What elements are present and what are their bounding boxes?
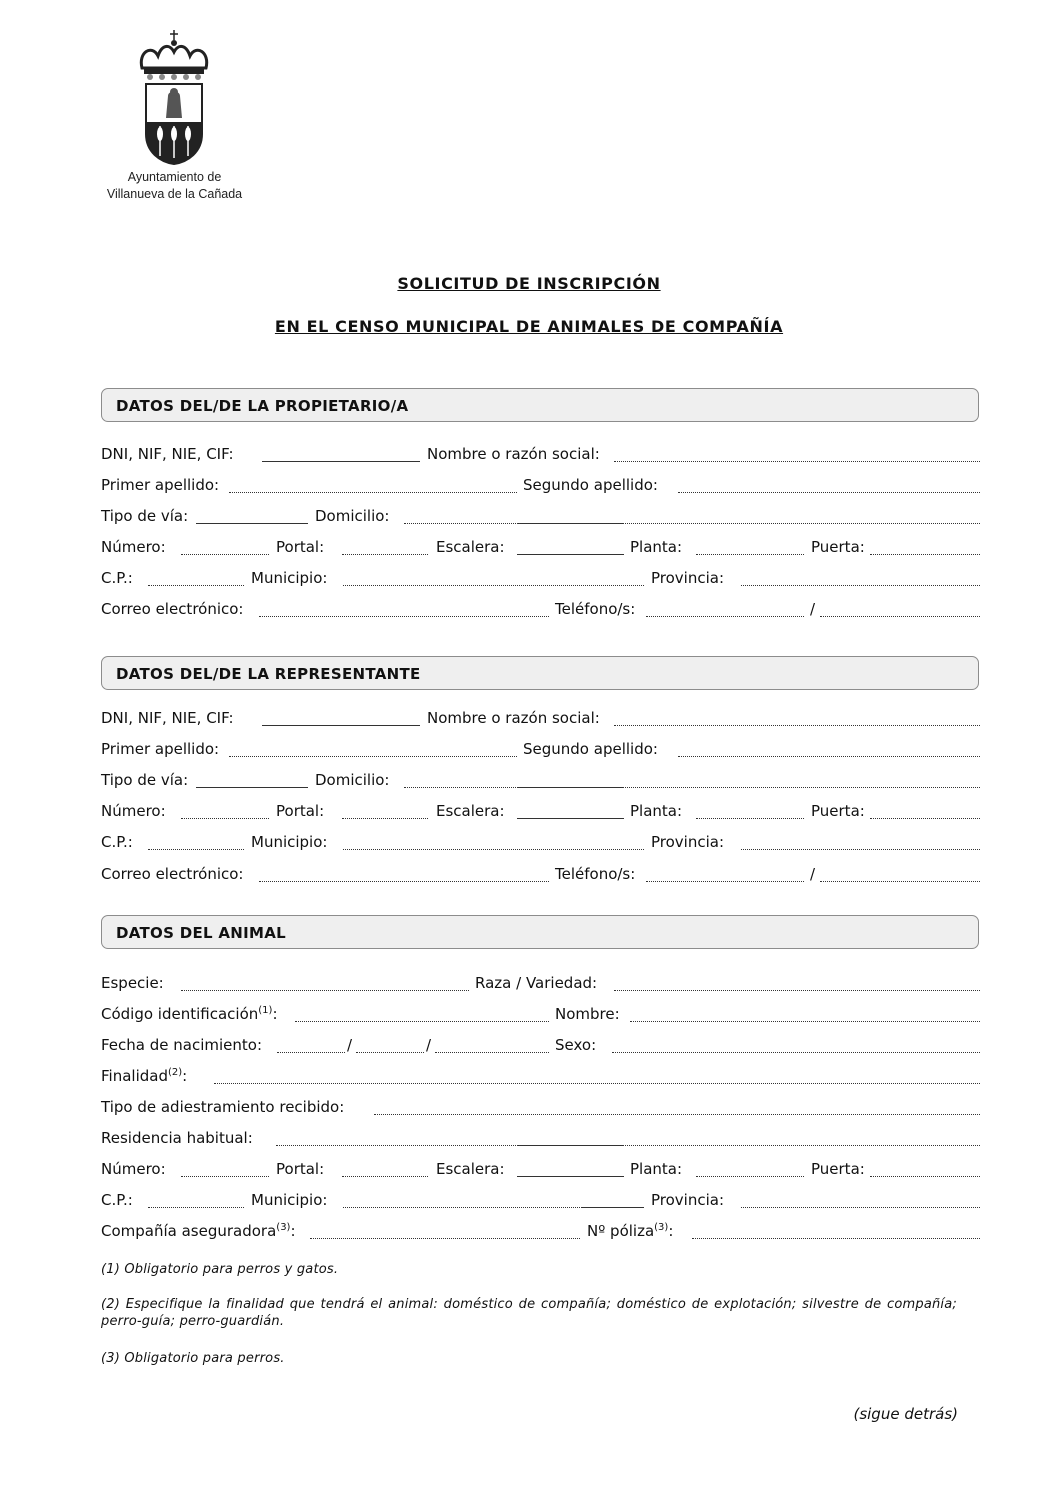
owner-municipality-field[interactable]	[343, 585, 644, 586]
owner-number-field[interactable]	[181, 554, 269, 555]
owner-door-label: Puerta:	[811, 538, 865, 556]
owner-postcode-label: C.P.:	[101, 569, 133, 587]
animal-portal-label: Portal:	[276, 1160, 325, 1178]
animal-policy-label: Nº póliza$^{(3)}$:	[587, 1222, 674, 1240]
rep-door-label: Puerta:	[811, 802, 865, 820]
rep-floor-label: Planta:	[630, 802, 683, 820]
document-subtitle: EN EL CENSO MUNICIPAL DE ANIMALES DE COMPAÑÍA	[274, 317, 784, 336]
rep-address-underline	[517, 787, 624, 788]
owner-floor-label: Planta:	[630, 538, 683, 556]
rep-surname2-field[interactable]	[678, 756, 980, 757]
animal-stairs-field[interactable]	[517, 1176, 624, 1177]
owner-municipality-label: Municipio:	[251, 569, 328, 587]
owner-portal-field[interactable]	[342, 554, 428, 555]
rep-province-label: Provincia:	[651, 833, 725, 851]
rep-phone2-field[interactable]	[820, 881, 980, 882]
owner-email-field[interactable]	[259, 616, 549, 617]
owner-dni-field[interactable]	[262, 461, 420, 462]
owner-surname2-field[interactable]	[678, 492, 980, 493]
animal-id-code-field[interactable]	[295, 1021, 549, 1022]
animal-sex-field[interactable]	[612, 1052, 980, 1053]
animal-municipality-underline	[582, 1207, 644, 1208]
animal-door-label: Puerta:	[811, 1160, 865, 1178]
animal-residence-underline	[517, 1145, 624, 1146]
animal-policy-field[interactable]	[692, 1238, 980, 1239]
owner-address-field[interactable]	[404, 523, 980, 524]
animal-residence-label: Residencia habitual:	[101, 1129, 253, 1147]
owner-email-label: Correo electrónico:	[101, 600, 244, 618]
owner-surname1-field[interactable]	[229, 492, 517, 493]
animal-name-field[interactable]	[630, 1021, 980, 1022]
animal-purpose-label: Finalidad$^{(2)}$:	[101, 1067, 188, 1085]
representative-section-header	[101, 656, 979, 690]
animal-id-code-label: Código identificación$^{(1)}$:	[101, 1005, 278, 1023]
owner-address-label: Domicilio:	[315, 507, 390, 525]
owner-floor-field[interactable]	[696, 554, 804, 555]
owner-address-underline	[517, 523, 624, 524]
owner-surname2-label: Segundo apellido:	[523, 476, 658, 494]
rep-stairs-label: Escalera:	[436, 802, 505, 820]
rep-surname1-field[interactable]	[229, 756, 517, 757]
animal-training-label: Tipo de adiestramiento recibido:	[101, 1098, 345, 1116]
org-name-line1: Ayuntamiento de	[127, 170, 222, 184]
rep-street-type-field[interactable]	[196, 787, 308, 788]
owner-door-field[interactable]	[870, 554, 980, 555]
rep-email-field[interactable]	[259, 881, 549, 882]
animal-number-field[interactable]	[181, 1176, 269, 1177]
rep-number-field[interactable]	[181, 818, 269, 819]
animal-stairs-label: Escalera:	[436, 1160, 505, 1178]
rep-floor-field[interactable]	[696, 818, 804, 819]
rep-postcode-label: C.P.:	[101, 833, 133, 851]
rep-province-field[interactable]	[741, 849, 980, 850]
owner-phone-separator: /	[810, 600, 816, 618]
animal-floor-label: Planta:	[630, 1160, 683, 1178]
animal-birthdate-separator-2: /	[426, 1036, 432, 1054]
org-name-line2: Villanueva de la Cañada	[106, 187, 243, 201]
rep-number-label: Número:	[101, 802, 166, 820]
animal-insurer-label: Compañía aseguradora$^{(3)}$:	[101, 1222, 296, 1240]
document-title: SOLICITUD DE INSCRIPCIÓN	[397, 274, 661, 293]
animal-breed-label: Raza / Variedad:	[475, 974, 598, 992]
representative-section-title: DATOS DEL/DE LA REPRESENTANTE	[116, 665, 421, 683]
animal-residence-field[interactable]	[276, 1145, 980, 1146]
rep-street-type-label: Tipo de vía:	[101, 771, 189, 789]
animal-birthdate-year-field[interactable]	[435, 1052, 549, 1053]
animal-birthdate-month-field[interactable]	[356, 1052, 424, 1053]
rep-postcode-field[interactable]	[148, 849, 244, 850]
animal-breed-field[interactable]	[614, 990, 980, 991]
animal-insurer-field[interactable]	[310, 1238, 580, 1239]
animal-birthdate-separator-1: /	[347, 1036, 353, 1054]
animal-door-field[interactable]	[870, 1176, 980, 1177]
animal-postcode-field[interactable]	[148, 1207, 244, 1208]
owner-stairs-label: Escalera:	[436, 538, 505, 556]
rep-email-label: Correo electrónico:	[101, 865, 244, 883]
rep-name-field[interactable]	[614, 725, 980, 726]
rep-name-label: Nombre o razón social:	[427, 709, 600, 727]
owner-section-header	[101, 388, 979, 422]
animal-birthdate-label: Fecha de nacimiento:	[101, 1036, 263, 1054]
owner-street-type-field[interactable]	[196, 523, 308, 524]
footnote-2: (2) Especifique la finalidad que tendrá el animal: doméstico de compañía; doméstico de explotación; silvestre de compañía; perro-guía; perro-guardián.	[101, 1297, 957, 1329]
owner-dni-label: DNI, NIF, NIE, CIF:	[101, 445, 234, 463]
animal-section-header	[101, 915, 979, 949]
animal-section-title: DATOS DEL ANIMAL	[116, 924, 287, 942]
owner-postcode-field[interactable]	[148, 585, 244, 586]
animal-sex-label: Sexo:	[555, 1036, 597, 1054]
owner-phone1-field[interactable]	[646, 616, 804, 617]
continued-overleaf-note: (sigue detrás)	[853, 1405, 958, 1423]
owner-section-title: DATOS DEL/DE LA PROPIETARIO/A	[116, 397, 409, 415]
rep-portal-field[interactable]	[342, 818, 428, 819]
animal-portal-field[interactable]	[342, 1176, 428, 1177]
owner-province-field[interactable]	[741, 585, 980, 586]
animal-province-field[interactable]	[741, 1207, 980, 1208]
rep-municipality-field[interactable]	[343, 849, 644, 850]
rep-stairs-field[interactable]	[517, 818, 624, 819]
rep-surname1-label: Primer apellido:	[101, 740, 220, 758]
animal-province-label: Provincia:	[651, 1191, 725, 1209]
footnote-1: (1) Obligatorio para perros y gatos.	[101, 1262, 339, 1277]
rep-portal-label: Portal:	[276, 802, 325, 820]
animal-number-label: Número:	[101, 1160, 166, 1178]
owner-street-type-label: Tipo de vía:	[101, 507, 189, 525]
rep-phone-label: Teléfono/s:	[555, 865, 636, 883]
rep-municipality-label: Municipio:	[251, 833, 328, 851]
owner-number-label: Número:	[101, 538, 166, 556]
animal-species-field[interactable]	[181, 990, 469, 991]
rep-address-field[interactable]	[404, 787, 980, 788]
owner-province-label: Provincia:	[651, 569, 725, 587]
rep-door-field[interactable]	[870, 818, 980, 819]
rep-address-label: Domicilio:	[315, 771, 390, 789]
animal-training-field[interactable]	[374, 1114, 980, 1115]
owner-phone2-field[interactable]	[820, 616, 980, 617]
rep-dni-label: DNI, NIF, NIE, CIF:	[101, 709, 234, 727]
animal-purpose-field[interactable]	[214, 1083, 980, 1084]
animal-name-label: Nombre:	[555, 1005, 620, 1023]
footnote-3: (3) Obligatorio para perros.	[101, 1351, 285, 1366]
owner-name-label: Nombre o razón social:	[427, 445, 600, 463]
animal-species-label: Especie:	[101, 974, 164, 992]
municipal-crest-logo	[136, 30, 212, 166]
animal-birthdate-day-field[interactable]	[277, 1052, 345, 1053]
animal-municipality-label: Municipio:	[251, 1191, 328, 1209]
rep-dni-field[interactable]	[262, 725, 420, 726]
animal-floor-field[interactable]	[696, 1176, 804, 1177]
animal-postcode-label: C.P.:	[101, 1191, 133, 1209]
rep-phone1-field[interactable]	[646, 881, 804, 882]
owner-stairs-field[interactable]	[517, 554, 624, 555]
owner-phone-label: Teléfono/s:	[555, 600, 636, 618]
owner-portal-label: Portal:	[276, 538, 325, 556]
owner-name-field[interactable]	[614, 461, 980, 462]
owner-surname1-label: Primer apellido:	[101, 476, 220, 494]
rep-surname2-label: Segundo apellido:	[523, 740, 658, 758]
rep-phone-separator: /	[810, 865, 816, 883]
